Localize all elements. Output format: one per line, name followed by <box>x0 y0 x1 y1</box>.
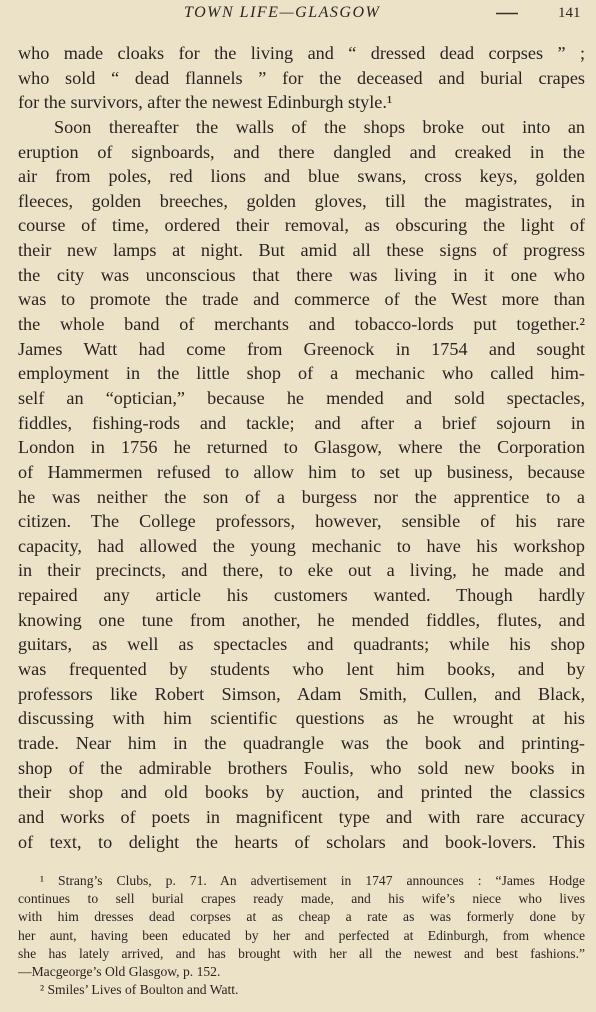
running-head: TOWN LIFE—GLASGOW <box>184 4 381 21</box>
text-line: the city was unconscious that there was living in it one who <box>18 264 585 285</box>
body-text <box>18 41 585 854</box>
dash-ornament-icon <box>496 12 518 15</box>
text-line: their shop and old books by auction, and printed the classics <box>18 782 585 803</box>
text-line: capacity, had allowed the young mechanic to have his workshop <box>18 535 585 556</box>
footnote-line: ¹ Strang’s Clubs, p. 71. An advertisement in 1747 announces : “James Hodge <box>40 873 585 888</box>
text-line: eruption of signboards, and there dangled and creaked in the <box>18 141 585 162</box>
text-line: air from poles, red lions and blue swans, cross keys, golden <box>18 166 585 187</box>
text-line: James Watt had come from Greenock in 1754 and sought <box>18 338 585 359</box>
text-line: was frequented by students who lent him books, and by <box>18 659 585 680</box>
text-line: self an “optician,” because he mended and sold spectacles, <box>18 387 585 408</box>
text-line: shop of the admirable brothers Foulis, who sold new books in <box>18 757 585 778</box>
footnote-line: she has lately arrived, and has brought with her all the newest and best fashions.” <box>18 945 585 961</box>
text-line: for the survivors, after the newest Edinburgh style.¹ <box>18 92 393 113</box>
text-line: their new lamps at night. But amid all these signs of progress <box>18 240 585 261</box>
text-line: was to promote the trade and commerce of the West more than <box>18 289 585 310</box>
text-line: discussing with him scientific questions as he wrought at his <box>18 708 585 729</box>
text-line: citizen. The College professors, however, sensible of his rare <box>18 511 585 532</box>
text-line: the whole band of merchants and tobacco-lords put together.² <box>18 314 585 335</box>
text-line: who made cloaks for the living and “ dressed dead corpses ” ; <box>18 43 585 63</box>
text-line: knowing one tune from another, he mended fiddles, flutes, and <box>18 609 585 630</box>
footnotes <box>18 872 585 999</box>
text-line: fiddles, fishing-rods and tackle; and after a brief sojourn in <box>18 412 585 433</box>
text-line: course of time, ordered their removal, as obscuring the light of <box>18 215 585 236</box>
text-line: professors like Robert Simson, Adam Smith, Cullen, and Black, <box>18 683 585 704</box>
text-line: repaired any article his customers wanted. Though hardly <box>18 585 585 606</box>
footnote-line: her aunt, having been educated by her and perfected at Edinburgh, from whence <box>18 927 585 943</box>
text-line: employment in the little shop of a mechanic who called him- <box>18 363 585 384</box>
page-header <box>0 4 596 26</box>
footnote-line: continues to sell burial crapes ready made, and his wife’s niece who lives <box>18 891 585 907</box>
text-line: Soon thereafter the walls of the shops broke out into an <box>54 116 585 137</box>
text-line: trade. Near him in the quadrangle was the book and printing- <box>18 732 585 753</box>
text-line: of text, to delight the hearts of scholars and book-lovers. This <box>18 831 585 852</box>
text-line: fleeces, golden breeches, golden gloves, till the magistrates, in <box>18 190 585 211</box>
text-line: guitars, as well as spectacles and quadrants; while his shop <box>18 634 585 655</box>
text-line: London in 1756 he returned to Glasgow, where the Corporation <box>18 437 585 458</box>
footnote-line: with him dresses dead corpses at as cheap a rate as was formerly done by <box>18 909 585 925</box>
text-line: in their precincts, and there, to eke out a living, he made and <box>18 560 585 581</box>
text-line: and works of poets in magnificent type and with rare accuracy <box>18 806 585 827</box>
text-line: who sold “ dead flannels ” for the deceased and burial crapes <box>18 67 585 88</box>
footnote-line: ² Smiles’ Lives of Boulton and Watt. <box>40 982 239 998</box>
text-line: he was neither the son of a burgess nor the apprentice to a <box>18 486 585 507</box>
text-line: of Hammermen refused to allow him to set up business, because <box>18 461 585 482</box>
footnote-line: —Macgeorge’s Old Glasgow, p. 152. <box>18 963 221 979</box>
page-number: 141 <box>558 5 581 21</box>
